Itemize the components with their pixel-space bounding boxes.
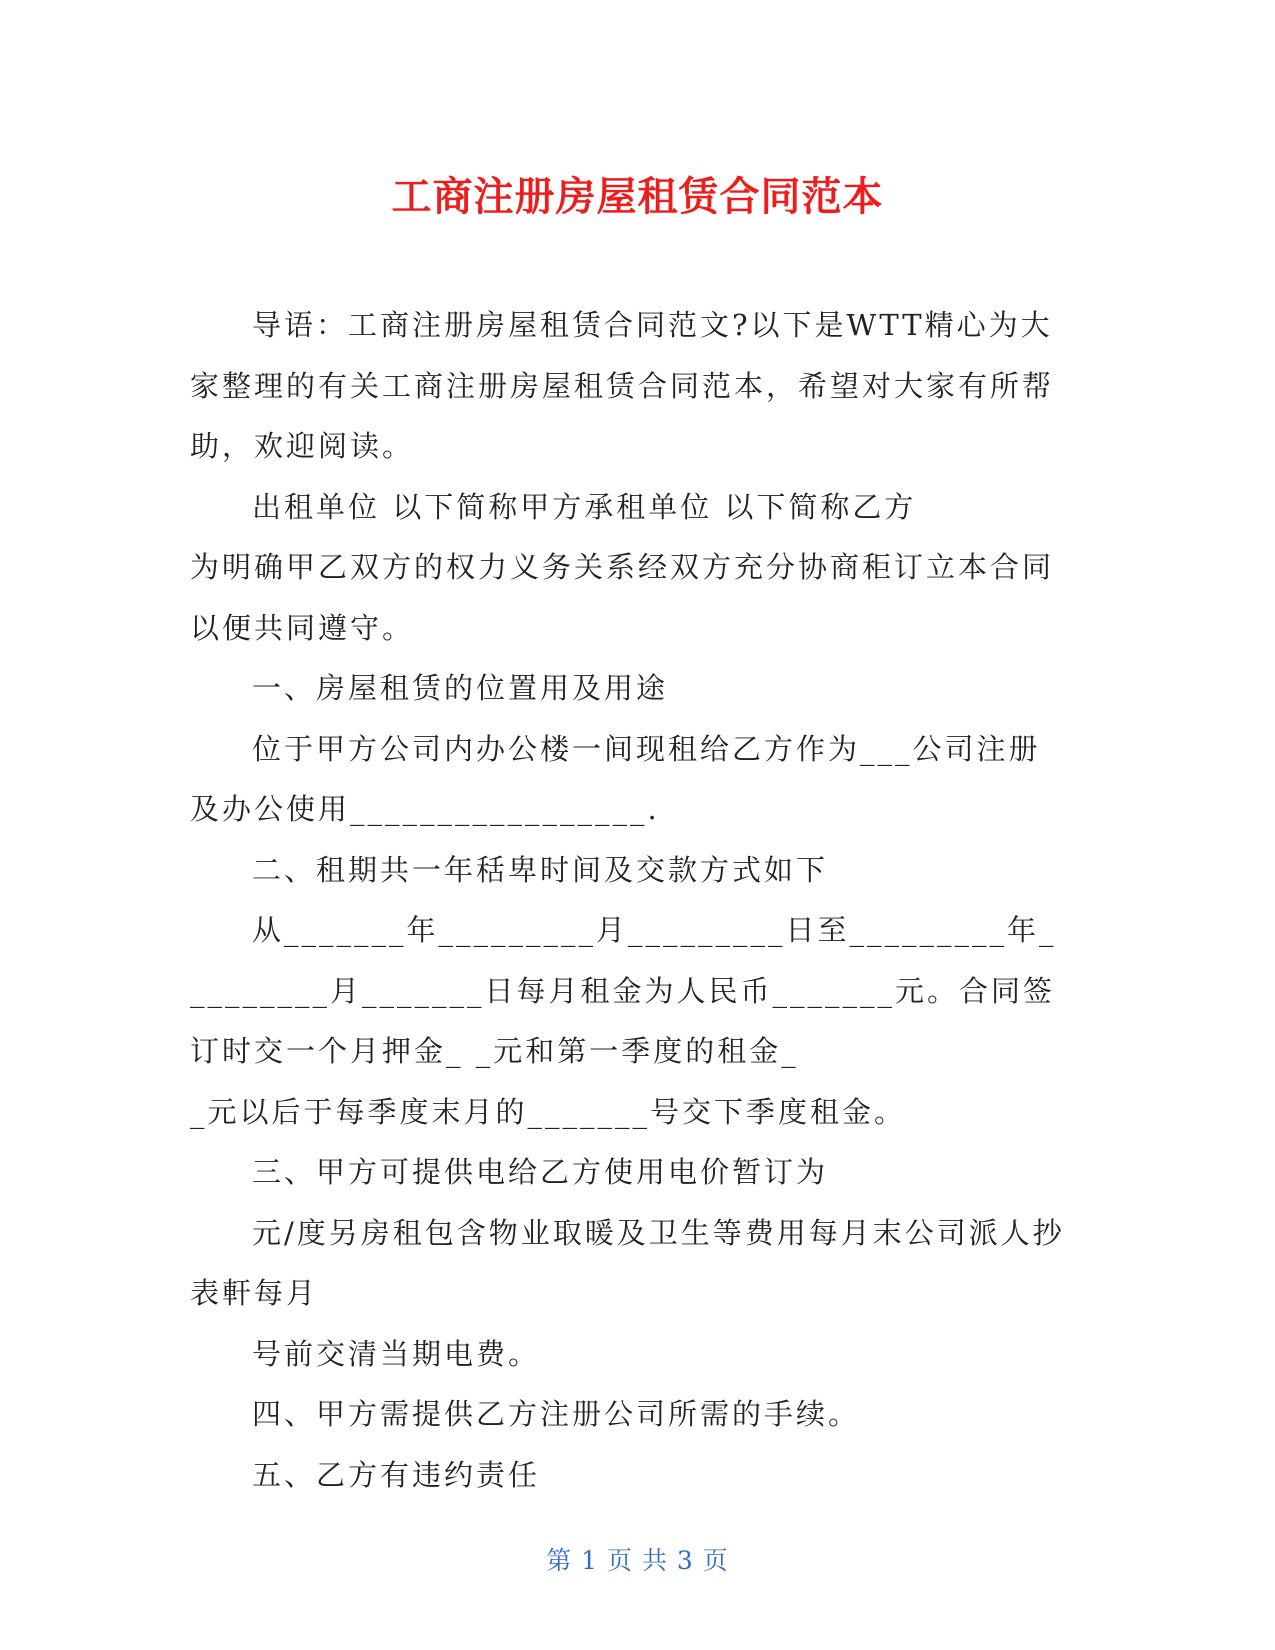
- paragraph-location: 位于甲方公司内办公楼一间现租给乙方作为___公司注册及办公使用_________________.: [190, 731, 1041, 826]
- page-number-label: 第 1 页 共 3 页: [546, 1546, 729, 1575]
- paragraph-intro: 导语：工商注册房屋租赁合同范文?以下是WTT精心为大家整理的有关工商注册房屋租赁合同范本，希望对大家有所帮助，欢迎阅读。: [190, 308, 1055, 463]
- paragraph-parties: 出租单位 以下简称甲方承租单位 以下简称乙方: [252, 489, 917, 524]
- section-heading-4: 四、甲方需提供乙方注册公司所需的手续。: [252, 1397, 861, 1431]
- paragraph-term: 从_______年_________月_________日至_________年_________月_______日每月租金为人民币_______元。合同签订时交一个月押金_ _元和第一季度的租金_: [190, 913, 1057, 1068]
- section-heading-3: 三、甲方可提供电给乙方使用电价暂订为: [252, 1155, 829, 1189]
- paragraph-payment: _元以后于每季度末月的_______号交下季度租金。: [190, 1094, 907, 1129]
- paragraph-electricity-due: 号前交清当期电费。: [252, 1336, 541, 1371]
- page-footer: [0, 1541, 1275, 1577]
- section-heading-2: 二、租期共一年秳卑时间及交款方式如下: [252, 852, 829, 887]
- section-heading-1: 一、房屋租赁的位置用及用途: [252, 671, 669, 705]
- document-body: [190, 295, 1070, 1505]
- paragraph-purpose: 为明确甲乙双方的权力义务关系经双方充分协商秬订立本合同以便共同遵守。: [190, 550, 1055, 645]
- paragraph-electricity: 元/度另房租包含物业取暖及卫生等费用每月末公司派人抄表軒每月: [190, 1215, 1065, 1310]
- document-title: 工商注册房屋租赁合同范本: [391, 174, 884, 220]
- section-heading-5: 五、乙方有违约责任: [252, 1457, 541, 1492]
